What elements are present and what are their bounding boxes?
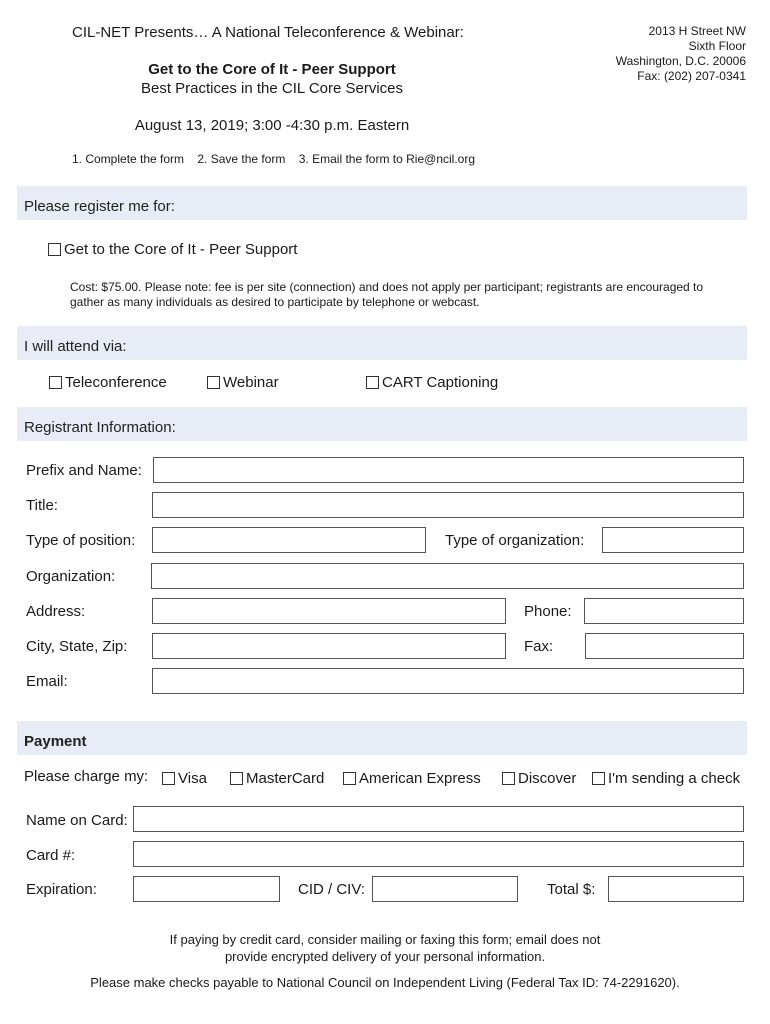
discover-checkbox[interactable] <box>502 772 515 785</box>
payment-section-band <box>17 721 747 755</box>
address-line: 2013 H Street NW <box>648 24 746 38</box>
mastercard-label: MasterCard <box>246 770 325 787</box>
address-line: Sixth Floor <box>688 39 746 53</box>
mailing-address <box>616 24 746 84</box>
prefix-name-label: Prefix and Name: <box>26 462 142 479</box>
expiration-label: Expiration: <box>26 881 97 898</box>
mastercard-checkbox[interactable] <box>230 772 243 785</box>
register-heading: Please register me for: <box>24 198 175 215</box>
cost-note-line1: Cost: $75.00. Please note: fee is per site (connection) and does not apply per participant; registrants are encouraged to <box>70 280 704 294</box>
cid-label: CID / CIV: <box>298 881 365 898</box>
name-on-card-label: Name on Card: <box>26 812 128 829</box>
check-checkbox[interactable] <box>592 772 605 785</box>
fax-field[interactable] <box>585 633 744 659</box>
visa-checkbox[interactable] <box>162 772 175 785</box>
attend-heading: I will attend via: <box>24 338 127 355</box>
email-label: Email: <box>26 673 68 690</box>
american-express-label: American Express <box>359 770 481 787</box>
address-label: Address: <box>26 603 86 620</box>
city-state-zip-field[interactable] <box>152 633 506 659</box>
american-express-checkbox[interactable] <box>343 772 356 785</box>
position-label: Type of position: <box>26 532 136 549</box>
event-title: Get to the Core of It - Peer Support <box>148 61 396 78</box>
total-label: Total $: <box>547 881 596 898</box>
checks-payable-note: Please make checks payable to National Council on Independent Living (Federal Tax ID: 74-2291620). <box>90 975 680 990</box>
webinar-checkbox[interactable] <box>207 376 220 389</box>
org-type-field[interactable] <box>602 527 744 553</box>
teleconference-checkbox[interactable] <box>49 376 62 389</box>
cost-note-line2: gather as many individuals as desired to participate by telephone or webcast. <box>70 295 480 309</box>
fax-label: Fax: <box>524 638 554 655</box>
card-number-field[interactable] <box>133 841 744 867</box>
presents-line: CIL-NET Presents… A National Teleconference & Webinar: <box>72 24 464 41</box>
instructions: 1. Complete the form 2. Save the form 3. Email the form to Rie@ncil.org <box>72 152 476 166</box>
card-number-label: Card #: <box>26 847 76 864</box>
credit-card-note-line2: provide encrypted delivery of your personal information. <box>224 949 546 964</box>
name-on-card-field[interactable] <box>133 806 744 832</box>
event-subtitle: Best Practices in the CIL Core Services <box>140 80 404 97</box>
total-field[interactable] <box>608 876 744 902</box>
city-state-zip-label: City, State, Zip: <box>26 638 128 655</box>
organization-label: Organization: <box>26 568 116 585</box>
register-option-label: Get to the Core of It - Peer Support <box>64 241 298 258</box>
org-type-label: Type of organization: <box>445 532 585 549</box>
prefix-name-field[interactable] <box>153 457 744 483</box>
webinar-label: Webinar <box>223 374 279 391</box>
organization-field[interactable] <box>151 563 744 589</box>
charge-label: Please charge my: <box>24 768 149 785</box>
cart-captioning-checkbox[interactable] <box>366 376 379 389</box>
payment-heading: Payment <box>24 733 87 750</box>
cid-field[interactable] <box>372 876 518 902</box>
registrant-heading: Registrant Information: <box>24 419 176 436</box>
expiration-field[interactable] <box>133 876 280 902</box>
discover-label: Discover <box>518 770 577 787</box>
visa-label: Visa <box>178 770 207 787</box>
event-datetime: August 13, 2019; 3:00 -4:30 p.m. Eastern <box>134 117 410 134</box>
check-label: I'm sending a check <box>608 770 741 787</box>
address-line: Fax: (202) 207-0341 <box>637 69 746 83</box>
phone-field[interactable] <box>584 598 744 624</box>
title-label: Title: <box>26 497 58 514</box>
address-field[interactable] <box>152 598 506 624</box>
email-field[interactable] <box>152 668 744 694</box>
position-field[interactable] <box>152 527 426 553</box>
teleconference-label: Teleconference <box>65 374 167 391</box>
title-field[interactable] <box>152 492 744 518</box>
credit-card-note-line1: If paying by credit card, consider mailing or faxing this form; email does not <box>169 932 601 947</box>
phone-label: Phone: <box>524 603 572 620</box>
address-line: Washington, D.C. 20006 <box>615 54 746 68</box>
cart-captioning-label: CART Captioning <box>382 374 499 391</box>
register-checkbox[interactable] <box>48 243 61 256</box>
